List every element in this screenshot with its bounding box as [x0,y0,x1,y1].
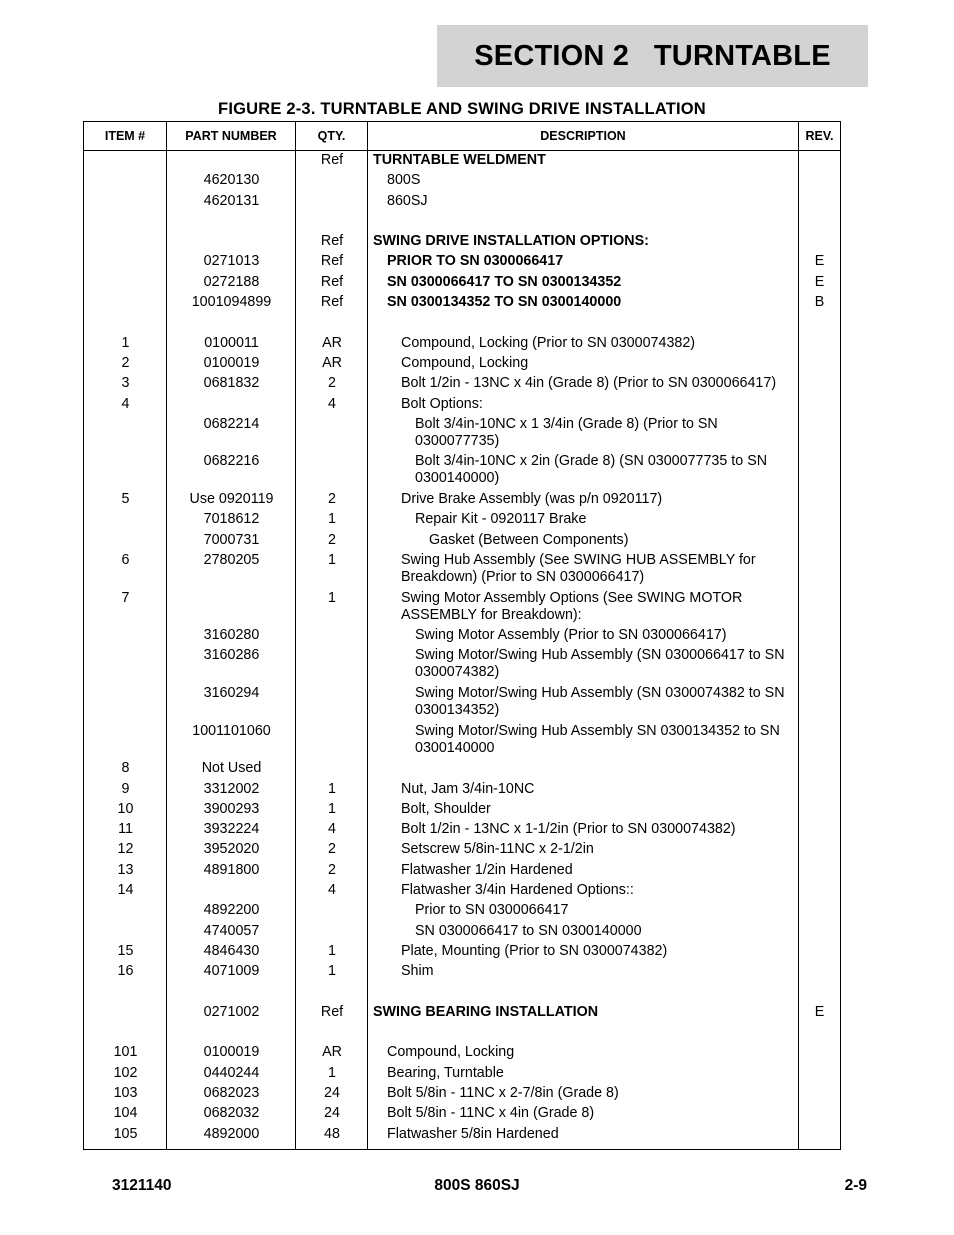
cell-item: 14 [117,881,134,898]
cell-description: SN 0300066417 to SN 0300140000 [415,922,642,939]
table-row [84,552,840,590]
cell-rev: E [814,1003,825,1020]
cell-item: 7 [121,589,130,606]
cell-part-number: 4740057 [203,922,260,939]
cell-part-number: 4071009 [203,963,260,980]
cell-qty: 24 [324,1084,340,1101]
cell-qty: Ref [320,273,344,290]
cell-item: 9 [121,780,130,797]
cell-item [84,172,167,192]
cell-rev [799,902,840,922]
cell-item [84,213,167,233]
table-row [84,1105,840,1125]
cell-description: Swing Motor/Swing Hub Assembly (SN 0300074382 to SN 0300134352) [415,685,785,719]
cell-qty: 2 [328,375,336,392]
cell-rev [799,511,840,531]
table-row [84,274,840,294]
column-header-item: ITEM # [84,122,167,150]
cell-rev [799,396,840,416]
cell-rev [799,801,840,821]
table-row [84,416,840,454]
cell-qty [296,416,368,454]
cell-item: 11 [118,821,133,838]
cell-part-number [167,152,296,172]
cell-rev [799,781,840,801]
cell-part-number [167,882,296,902]
cell-description: Repair Kit - 0920117 Brake [415,511,587,528]
cell-rev [799,862,840,882]
cell-item [84,253,167,273]
cell-rev [799,233,840,253]
cell-qty: Ref [320,152,344,168]
cell-item [84,314,167,334]
cell-rev [799,193,840,213]
cell-part-number [167,590,296,628]
table-row [84,511,840,531]
footer-model: 800S 860SJ [434,1177,520,1194]
cell-part-number: 0272188 [203,273,260,290]
cell-qty: 2 [328,531,336,548]
cell-part-number: 0271013 [203,253,260,270]
column-divider [798,151,799,1149]
cell-part-number: 0100019 [203,1044,260,1061]
cell-rev [799,760,840,780]
table-row [84,233,840,253]
cell-item [84,627,167,647]
cell-part-number: 1001094899 [191,294,272,311]
cell-part-number [167,396,296,416]
cell-rev [799,1126,840,1146]
table-row [84,943,840,963]
cell-description: Bolt, Shoulder [401,800,491,817]
table-row [84,801,840,821]
cell-part-number: 0682214 [203,415,260,432]
table-row [84,983,840,1003]
cell-part-number: Not Used [201,760,262,777]
cell-item: 16 [117,963,134,980]
cell-item: 104 [113,1105,138,1122]
cell-part-number: 0681832 [203,375,260,392]
cell-description: TURNTABLE WELDMENT [373,152,546,168]
cell-rev [799,882,840,902]
cell-part-number: 3160280 [203,627,260,644]
cell-part-number: 3160294 [203,685,260,702]
table-row [84,1065,840,1085]
cell-description: Bearing, Turntable [387,1064,504,1081]
cell-part-number: 4620131 [203,192,260,209]
cell-description: Gasket (Between Components) [429,531,629,548]
cell-qty: AR [322,334,342,351]
table-row [84,314,840,334]
cell-part-number: 2780205 [203,551,260,568]
cell-rev [799,152,840,172]
cell-item [84,647,167,685]
cell-item: 6 [121,551,130,568]
column-header-description: DESCRIPTION [368,122,799,150]
cell-description: PRIOR TO SN 0300066417 [387,253,564,270]
column-header-part-number: PART NUMBER [167,122,296,150]
cell-item: 5 [121,491,130,508]
table-row [84,152,840,172]
table-row [84,253,840,273]
cell-part-number: 7000731 [203,531,260,548]
cell-rev [799,453,840,491]
cell-qty: 48 [324,1125,340,1142]
cell-part-number: 3312002 [203,780,260,797]
cell-item [84,902,167,922]
table-row [84,491,840,511]
cell-qty: 2 [328,861,336,878]
table-row [84,335,840,355]
cell-description: Bolt 3/4in-10NC x 1 3/4in (Grade 8) (Prior to SN 0300077735) [415,415,718,449]
cell-qty: 24 [324,1105,340,1122]
cell-rev [799,314,840,334]
cell-part-number: 3952020 [203,841,260,858]
table-row [84,1004,840,1024]
cell-description: Bolt 1/2in - 13NC x 4in (Grade 8) (Prior to SN 0300066417) [401,375,777,392]
cell-item [84,152,167,172]
cell-rev [799,355,840,375]
cell-description: Swing Motor Assembly Options (See SWING MOTOR ASSEMBLY for Breakdown): [401,589,743,623]
cell-rev [799,375,840,395]
cell-item [84,1004,167,1024]
cell-description: Swing Motor Assembly (Prior to SN 0300066417) [415,627,727,644]
cell-description: SWING DRIVE INSTALLATION OPTIONS: [373,233,649,250]
table-row [84,841,840,861]
cell-qty: 1 [328,1064,336,1081]
cell-qty: 2 [328,491,336,508]
table-row [84,882,840,902]
cell-rev [799,647,840,685]
footer-doc-number: 3121140 [112,1177,172,1194]
cell-qty [296,627,368,647]
table-row [84,760,840,780]
cell-description: Bolt 5/8in - 11NC x 4in (Grade 8) [387,1105,595,1122]
cell-description: Plate, Mounting (Prior to SN 0300074382) [401,942,668,959]
cell-qty [296,213,368,233]
cell-item [84,532,167,552]
cell-description: Bolt 5/8in - 11NC x 2-7/8in (Grade 8) [387,1084,619,1101]
cell-item [84,1024,167,1044]
cell-item: 102 [113,1064,138,1081]
cell-rev [799,213,840,233]
cell-description [368,213,799,233]
cell-part-number: 3900293 [203,800,260,817]
cell-part-number: 0682023 [203,1084,260,1101]
cell-part-number: 0440244 [203,1064,260,1081]
cell-item: 101 [113,1044,138,1061]
cell-part-number [167,1024,296,1044]
cell-qty: 1 [328,589,336,606]
table-row [84,172,840,192]
cell-part-number [167,314,296,334]
cell-description: Shim [401,963,434,980]
cell-description: Flatwasher 3/4in Hardened Options:: [401,881,634,898]
cell-qty [296,172,368,192]
cell-item: 3 [121,375,130,392]
cell-rev: B [814,294,825,311]
cell-description: Swing Motor/Swing Hub Assembly SN 0300134352 to SN 0300140000 [415,722,780,756]
cell-item [84,193,167,213]
table-row [84,1085,840,1105]
cell-qty: Ref [320,253,344,270]
cell-rev [799,923,840,943]
cell-rev [799,590,840,628]
cell-part-number: 0682216 [203,453,260,470]
cell-qty: 1 [328,780,336,797]
cell-qty [296,453,368,491]
cell-part-number: 4620130 [203,172,260,189]
cell-description: Swing Hub Assembly (See SWING HUB ASSEMBLY for Breakdown) (Prior to SN 0300066417) [401,551,756,585]
cell-qty [296,923,368,943]
cell-qty: Ref [320,294,344,311]
cell-item: 13 [117,861,134,878]
cell-item: 12 [117,841,134,858]
cell-rev: E [814,273,825,290]
cell-item: 2 [121,354,130,371]
cell-item: 105 [113,1125,138,1142]
table-row [84,590,840,628]
table-header [84,122,840,151]
cell-qty: 4 [328,821,336,838]
cell-item [84,453,167,491]
cell-part-number: 3160286 [203,647,260,664]
cell-rev [799,963,840,983]
cell-description: SN 0300134352 TO SN 0300140000 [387,294,622,311]
cell-qty [296,1024,368,1044]
cell-qty [296,902,368,922]
cell-part-number: 1001101060 [192,722,271,739]
cell-description: Flatwasher 5/8in Hardened [387,1125,559,1142]
table-row [84,627,840,647]
table-row [84,862,840,882]
column-divider [295,151,296,1149]
cell-rev [799,685,840,723]
table-row [84,923,840,943]
cell-qty [296,685,368,723]
cell-rev: E [814,253,825,270]
cell-item: 103 [113,1084,138,1101]
cell-qty: 1 [328,551,336,568]
cell-description: SWING BEARING INSTALLATION [373,1003,599,1020]
cell-description: Bolt Options: [401,395,483,412]
cell-part-number: Use 0920119 [189,491,274,508]
table-row [84,1044,840,1064]
cell-rev [799,821,840,841]
table-row [84,821,840,841]
column-header-rev: REV. [805,129,834,143]
cell-rev [799,723,840,761]
cell-part-number: 4891800 [203,861,260,878]
cell-description: Compound, Locking [401,354,529,371]
cell-description: Prior to SN 0300066417 [415,902,569,919]
cell-qty [296,193,368,213]
cell-qty: 1 [328,511,336,528]
cell-description [368,314,799,334]
cell-item: 15 [117,942,134,959]
cell-item [84,416,167,454]
cell-qty [296,983,368,1003]
table-row [84,1126,840,1146]
cell-item [84,685,167,723]
cell-rev [799,1105,840,1125]
table-body [84,151,840,1149]
cell-rev [799,491,840,511]
cell-item: 4 [121,395,130,412]
cell-part-number: 7018612 [203,511,260,528]
column-divider [367,151,368,1149]
cell-qty: Ref [320,1003,344,1020]
cell-qty: 1 [328,963,336,980]
cell-description: SN 0300066417 TO SN 0300134352 [387,273,622,290]
cell-rev [799,983,840,1003]
table-row [84,1024,840,1044]
cell-part-number: 0271002 [203,1003,260,1020]
cell-description [368,1024,799,1044]
table-row [84,453,840,491]
cell-description: Compound, Locking [387,1044,515,1061]
cell-rev [799,172,840,192]
cell-part-number [167,983,296,1003]
cell-description: Bolt 3/4in-10NC x 2in (Grade 8) (SN 0300077735 to SN 0300140000) [415,453,768,487]
table-row [84,723,840,761]
table-row [84,781,840,801]
cell-item [84,294,167,314]
cell-description: 800S [387,172,421,189]
cell-description: Flatwasher 1/2in Hardened [401,861,573,878]
cell-rev [799,627,840,647]
cell-rev [799,1065,840,1085]
cell-qty: 1 [328,942,336,959]
column-divider [166,151,167,1149]
cell-description: Drive Brake Assembly (was p/n 0920117) [401,491,663,508]
cell-description [368,760,799,780]
cell-description [368,983,799,1003]
cell-item [84,923,167,943]
table-row [84,532,840,552]
table-row [84,963,840,983]
table-row [84,647,840,685]
table-row [84,294,840,314]
cell-part-number [167,233,296,253]
cell-item: 1 [121,334,130,351]
cell-description: Setscrew 5/8in-11NC x 2-1/2in [401,841,594,858]
cell-qty: AR [322,1044,342,1061]
cell-description: Compound, Locking (Prior to SN 0300074382) [401,334,696,351]
cell-rev [799,532,840,552]
cell-qty: Ref [320,233,344,250]
cell-part-number: 4846430 [203,942,260,959]
cell-rev [799,416,840,454]
cell-part-number [167,213,296,233]
cell-rev [799,1085,840,1105]
cell-item [84,983,167,1003]
cell-description: Bolt 1/2in - 13NC x 1-1/2in (Prior to SN 0300074382) [401,821,736,838]
table-row [84,685,840,723]
table-row [84,902,840,922]
cell-item [84,233,167,253]
cell-qty: AR [322,354,342,371]
cell-qty [296,647,368,685]
cell-part-number: 3932224 [203,821,260,838]
table-row [84,396,840,416]
figure-title: FIGURE 2-3. TURNTABLE AND SWING DRIVE INSTALLATION [218,100,706,118]
table-row [84,213,840,233]
cell-qty: 4 [328,395,336,412]
section-title: SECTION 2 TURNTABLE [437,25,868,87]
table-row [84,355,840,375]
cell-rev [799,943,840,963]
cell-part-number: 0100011 [204,334,259,351]
cell-part-number: 4892000 [203,1125,260,1142]
cell-rev [799,841,840,861]
cell-description: Swing Motor/Swing Hub Assembly (SN 0300066417 to SN 0300074382) [415,647,785,681]
cell-rev [799,335,840,355]
cell-item [84,723,167,761]
cell-item: 10 [117,800,134,817]
cell-description: Nut, Jam 3/4in-10NC [401,780,535,797]
cell-rev [799,552,840,590]
cell-qty: 1 [328,800,336,817]
table-row [84,193,840,213]
cell-qty: 2 [328,841,336,858]
cell-rev [799,1044,840,1064]
parts-table [83,121,841,1150]
footer-page-number: 2-9 [844,1177,867,1194]
table-row [84,375,840,395]
cell-qty: 4 [328,881,336,898]
cell-qty [296,314,368,334]
cell-item [84,511,167,531]
cell-item [84,274,167,294]
cell-part-number: 0682032 [203,1105,260,1122]
cell-qty [296,760,368,780]
cell-item: 8 [121,760,130,777]
cell-part-number: 0100019 [203,354,260,371]
cell-rev [799,1024,840,1044]
cell-description: 860SJ [387,192,428,209]
cell-qty [296,723,368,761]
cell-part-number: 4892200 [203,902,260,919]
column-header-qty: QTY. [296,122,368,150]
